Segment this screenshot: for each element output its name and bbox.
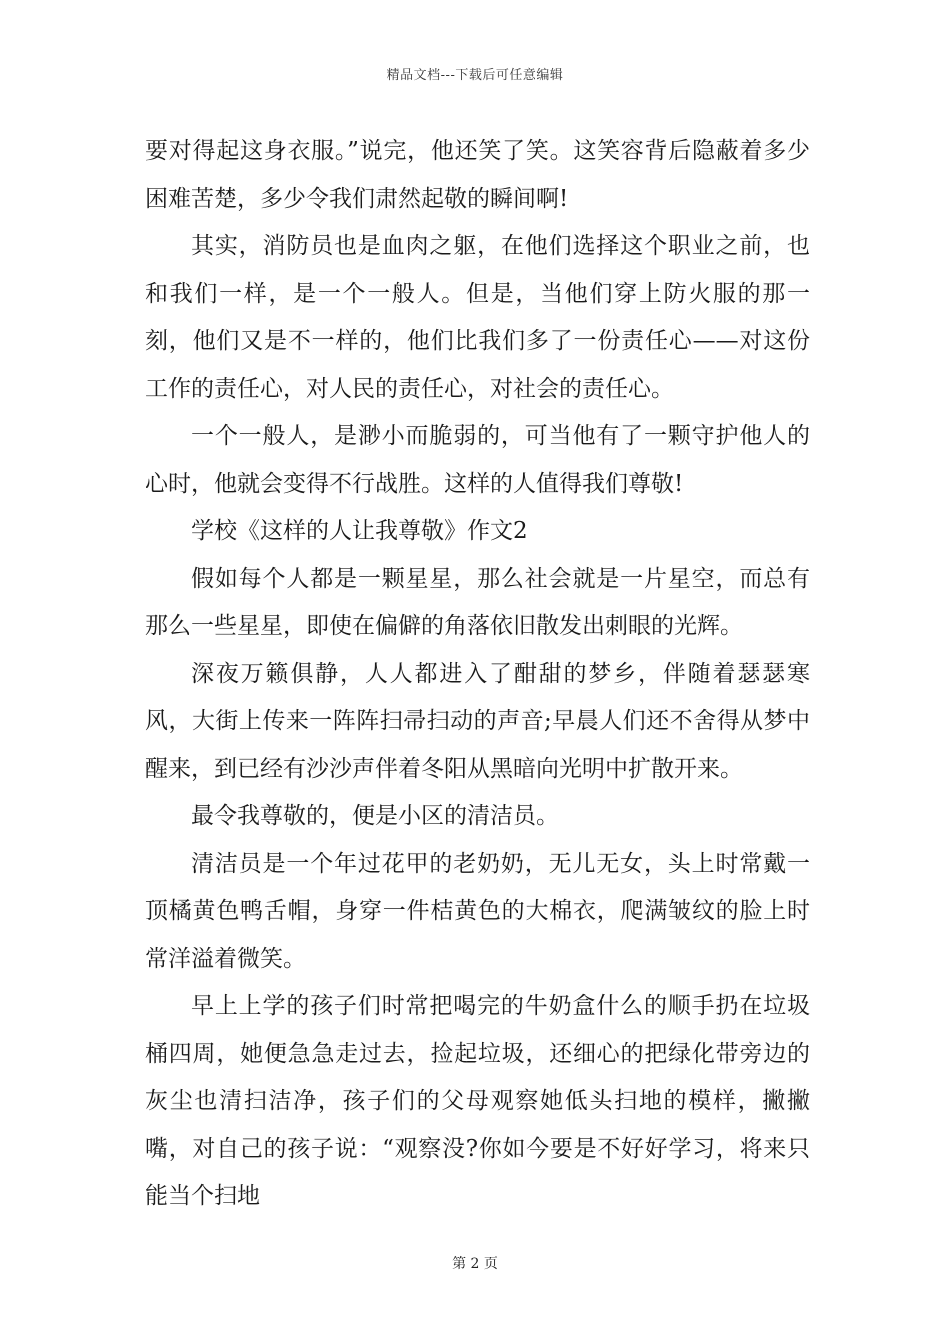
essay-title: 学校《这样的人让我尊敬》作文2 [191,518,528,544]
paragraph: 早上上学的孩子们时常把喝完的牛奶盒什么的顺手扔在垃圾桶四周，她便急急走过去，捡起垃圾，还细心的把绿化带旁边的灰尘也清扫洁净，孩子们的父母观察她低头扫地的模样，撇撇嘴，对自己的孩子说：“观察没?你如今要是不好好学习，将来只能当个扫地 [145,993,810,1209]
paragraph: 一个一般人，是渺小而脆弱的，可当他有了一颗守护他人的心时，他就会变得不行战胜。这样的人值得我们尊敬! [145,423,810,497]
page-number: 第 2 页 [452,1256,498,1272]
paragraph: 要对得起这身衣服。”说完，他还笑了笑。这笑容背后隐蔽着多少困难苦楚，多少令我们肃然起敬的瞬间啊! [145,138,810,212]
paragraph: 假如每个人都是一颗星星，那么社会就是一片星空，而总有那么一些星星，即使在偏僻的角落依旧散发出刺眼的光辉。 [145,565,810,639]
paragraph: 深夜万籁俱静，人人都进入了酣甜的梦乡，伴随着瑟瑟寒风，大街上传来一阵阵扫帚扫动的声音;早晨人们还不舍得从梦中醒来，到已经有沙沙声伴着冬阳从黑暗向光明中扩散开来。 [145,660,810,782]
paragraph: 最令我尊敬的，便是小区的清洁员。 [191,803,559,829]
page-header: 精品文档---下载后可任意编辑 [386,68,564,83]
document-body [145,128,810,1221]
paragraph: 其实，消防员也是血肉之躯，在他们选择这个职业之前，也和我们一样，是一个一般人。但是，当他们穿上防火服的那一刻，他们又是不一样的，他们比我们多了一份责任心——对这份工作的责任心，对人民的责任心，对社会的责任心。 [145,233,810,402]
paragraph: 清洁员是一个年过花甲的老奶奶，无儿无女，头上时常戴一顶橘黄色鸭舌帽，身穿一件桔黄色的大棉衣，爬满皱纹的脸上时常洋溢着微笑。 [145,850,810,972]
